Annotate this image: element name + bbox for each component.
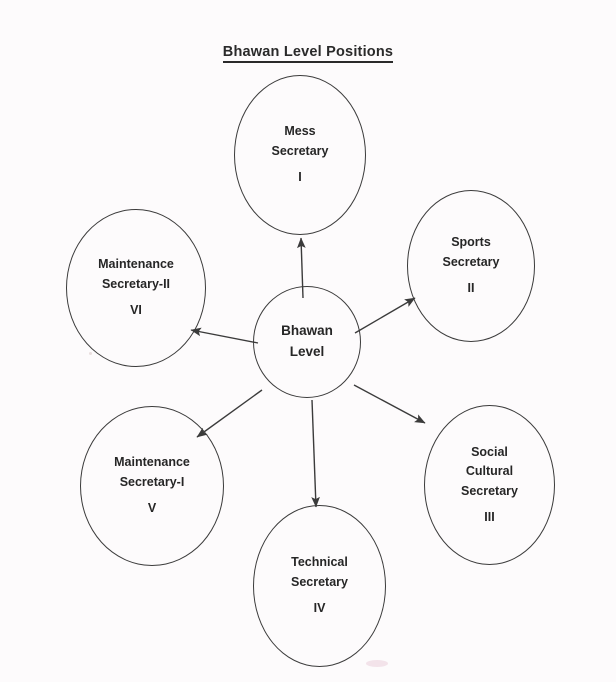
node-mess-secretary[interactable] <box>234 75 366 235</box>
edge-to-technical <box>312 400 316 507</box>
edge-to-sports <box>355 298 415 333</box>
node-label-line: Sports <box>451 235 491 250</box>
node-label-line: Secretary <box>271 143 329 158</box>
node-label-line: Secretary <box>442 254 500 269</box>
node-number: III <box>484 509 495 524</box>
node-label-line: Secretary <box>461 483 518 498</box>
edge-to-social-cultural <box>354 385 425 423</box>
node-label-line: Technical <box>291 555 348 570</box>
node-technical-secretary[interactable] <box>253 505 386 667</box>
edge-to-maintenance-1 <box>197 390 262 437</box>
page-title-text: Bhawan Level Positions <box>223 44 393 63</box>
node-label-line: Maintenance <box>98 257 174 272</box>
node-label-line: Secretary <box>291 574 348 589</box>
node-number: IV <box>313 601 326 616</box>
edge-to-maintenance-2 <box>191 330 258 343</box>
node-bhawan-level[interactable] <box>253 286 361 398</box>
node-label-line: Secretary-II <box>101 276 171 291</box>
node-sports-secretary[interactable] <box>407 190 535 342</box>
node-label-line: Bhawan <box>281 323 333 339</box>
node-maintenance-secretary-1[interactable] <box>80 406 224 566</box>
node-social-cultural-secretary[interactable] <box>424 405 555 565</box>
node-maintenance-secretary-2[interactable] <box>66 209 206 367</box>
node-label-line: Social <box>471 444 508 459</box>
node-number: II <box>467 281 475 296</box>
node-number: I <box>298 170 302 185</box>
node-number: V <box>147 501 157 516</box>
node-label-line: Cultural <box>465 464 514 479</box>
node-label-line: Level <box>289 344 325 359</box>
node-label-line: Mess <box>284 124 316 139</box>
node-label-line: Maintenance <box>114 455 190 470</box>
node-number: VI <box>130 303 142 318</box>
node-label-line: Secretary-I <box>119 474 185 489</box>
